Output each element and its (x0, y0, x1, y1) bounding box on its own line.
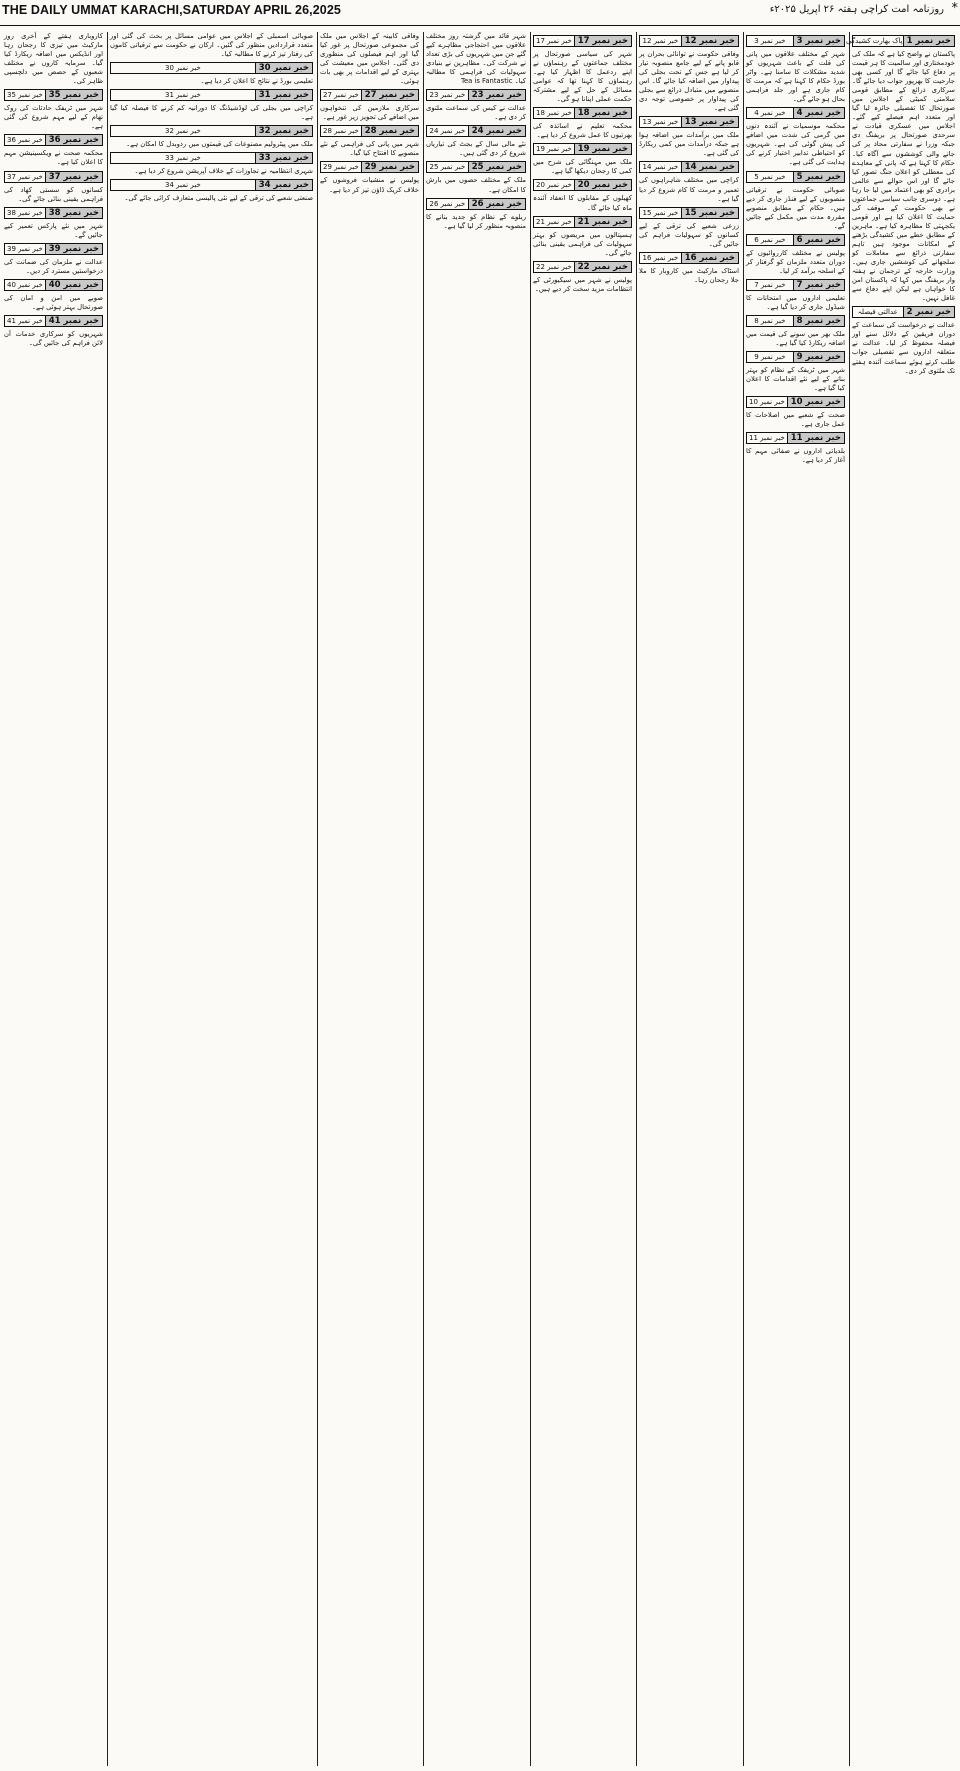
news-item-number: خبر نمبر 28 (361, 126, 418, 136)
news-item-number: خبر نمبر 15 (681, 208, 738, 218)
news-item-title: خبر نمبر 31 (165, 91, 201, 100)
news-item-number: خبر نمبر 25 (468, 162, 525, 172)
news-item-number: خبر نمبر 18 (574, 108, 631, 118)
news-column-body (320, 32, 419, 195)
news-item-number: خبر نمبر 38 (45, 208, 102, 218)
news-item-title: عدالتی فیصلہ (857, 308, 898, 317)
news-item-header (639, 35, 739, 47)
news-paragraph: تعلیمی اداروں میں امتحانات کا شیڈول جاری کر دیا گیا ہے۔ (746, 293, 845, 311)
news-item-number: خبر نمبر 31 (255, 90, 312, 100)
news-item-header (846, 35, 955, 47)
news-column (530, 32, 634, 1766)
news-item-title: خبر نمبر 29 (323, 163, 359, 172)
news-item-title: خبر نمبر 35 (7, 91, 43, 100)
news-item-number: خبر نمبر 24 (468, 126, 525, 136)
news-item-header (533, 179, 632, 191)
news-column-body (846, 35, 955, 376)
news-paragraph: نئے مالی سال کے بجٹ کی تیاریاں شروع کر دی گئی ہیں۔ (426, 140, 526, 158)
news-item-title: خبر نمبر 15 (642, 208, 679, 217)
news-item-header (4, 243, 103, 255)
news-item-header (110, 62, 313, 74)
news-item-title: خبر نمبر 37 (7, 172, 43, 181)
news-paragraph: زرعی شعبے کی ترقی کے لیے کسانوں کو سہولیات فراہم کی جائیں گی۔ (639, 221, 739, 248)
news-item-number: خبر نمبر 19 (574, 144, 631, 154)
news-item-title: خبر نمبر 28 (323, 127, 359, 136)
news-paragraph: شہر میں ٹریفک حادثات کی روک تھام کے لیے مہم شروع کی گئی ہے۔ (4, 104, 103, 131)
news-item-number: خبر نمبر 13 (681, 117, 738, 127)
news-item-number: خبر نمبر 4 (793, 108, 844, 118)
news-item-header (426, 125, 526, 137)
news-item-header (746, 432, 845, 444)
news-item-number: خبر نمبر 8 (793, 316, 844, 326)
news-paragraph: وفاقی حکومت نے توانائی بحران پر قابو پانے کے لیے جامع منصوبہ تیار کر لیا ہے جس کے تحت بجلی کی پیداوار میں اضافہ کیا جائے گا۔ اس منصوبے میں متبادل ذرائع سے بجلی کی پیداوار پر خصوصی توجہ دی گئی ہے۔ (639, 50, 739, 113)
news-column-body (639, 35, 739, 285)
news-paragraph: شہر کی سیاسی صورتحال پر مختلف جماعتوں کے رہنماؤں نے اپنے ردعمل کا اظہار کیا ہے۔ رہنماؤں کا کہنا تھا کہ عوامی مسائل کے حل کے لیے مشترکہ حکمت عملی اپنانا ہو گی۔ (533, 50, 632, 104)
news-paragraph: ملک کے مختلف حصوں میں بارش کا امکان ہے۔ (426, 176, 526, 194)
news-paragraph: صوبے میں امن و امان کی صورتحال بہتر ہوئی ہے۔ (4, 293, 103, 311)
news-item-number: خبر نمبر 34 (255, 180, 312, 190)
news-paragraph: کسانوں کو سستی کھاد کی فراہمی یقینی بنائی جائے گی۔ (4, 185, 103, 203)
news-item-title: خبر نمبر 5 (754, 172, 786, 181)
news-column-body (533, 35, 632, 294)
news-item-header (4, 315, 103, 327)
news-paragraph: صنعتی شعبے کی ترقی کے لیے نئی پالیسی متعارف کرائی جائے گی۔ (124, 194, 313, 203)
news-paragraph: کراچی میں مختلف شاہراہوں کی تعمیر و مرمت کا کام شروع کر دیا گیا ہے۔ (639, 176, 739, 203)
news-column (423, 32, 528, 1766)
news-item-number: خبر نمبر 6 (793, 235, 844, 245)
news-paragraph: تعلیمی بورڈ نے نتائج کا اعلان کر دیا ہے۔ (200, 77, 313, 86)
news-item-header (746, 315, 845, 327)
news-item-number: خبر نمبر 5 (793, 172, 844, 182)
news-item-number: خبر نمبر 3 (793, 36, 844, 46)
news-item-header (639, 252, 739, 264)
news-item-number: خبر نمبر 17 (574, 36, 631, 46)
news-item-title: خبر نمبر 9 (754, 353, 786, 362)
news-paragraph: کراچی میں بجلی کی لوڈشیڈنگ کا دورانیہ کم کرنے کا فیصلہ کیا گیا ہے۔ (110, 104, 313, 122)
news-item-number: خبر نمبر 27 (361, 90, 418, 100)
news-column (636, 32, 741, 1766)
news-paragraph: ریلوے کے نظام کو جدید بنانے کا منصوبہ منظور کر لیا گیا ہے۔ (426, 212, 526, 230)
news-item-number: خبر نمبر 40 (45, 280, 102, 290)
news-item-header (746, 279, 845, 291)
news-item-header (746, 396, 845, 408)
news-paragraph: شہریوں کو سرکاری خدمات آن لائن فراہم کی جائیں گی۔ (4, 329, 103, 347)
news-paragraph: صوبائی اسمبلی کے اجلاس میں عوامی مسائل پر بحث کی گئی اور متعدد قراردادیں منظور کی گئیں۔ ارکان نے حکومت سے ترقیاتی کاموں کی رفتار تیز کرنے کا مطالبہ کیا۔ (110, 32, 313, 59)
news-item-header (639, 116, 739, 128)
news-item-number: خبر نمبر 9 (793, 352, 844, 362)
news-item-number: خبر نمبر 39 (45, 244, 102, 254)
news-item-number: خبر نمبر 32 (255, 126, 312, 136)
news-paragraph: شہر میں ٹریفک کے نظام کو بہتر بنانے کے لیے نئے اقدامات کا اعلان کیا گیا ہے۔ (746, 366, 845, 393)
news-paragraph: محکمہ صحت نے ویکسینیشن مہم کا اعلان کیا ہے۔ (4, 149, 103, 167)
news-item-number: خبر نمبر 29 (361, 162, 418, 172)
news-item-title: خبر نمبر 12 (642, 37, 679, 45)
news-paragraph: صحت کے شعبے میں اصلاحات کا عمل جاری ہے۔ (746, 411, 845, 429)
news-item-header (110, 89, 313, 101)
news-paragraph: ملک میں برآمدات میں اضافہ ہوا ہے جبکہ درآمدات میں کمی ریکارڈ کی گئی ہے۔ (639, 131, 739, 158)
news-item-header (746, 234, 845, 246)
news-paragraph: شہر میں نئے پارکس تعمیر کیے جائیں گے۔ (4, 221, 103, 239)
news-item-number: خبر نمبر 10 (787, 397, 844, 407)
news-item-header (852, 306, 955, 318)
news-column (317, 32, 421, 1766)
news-column-body (4, 32, 103, 348)
news-item-header (4, 207, 103, 219)
news-item-number: خبر نمبر 41 (45, 316, 102, 326)
news-paragraph: پاکستان نے واضح کیا ہے کہ ملک کی خودمختاری اور سالمیت کا ہر قیمت پر دفاع کیا جائے گا اور کسی بھی جارحیت کا بھرپور جواب دیا جائے گا۔ سرکاری ذرائع کے مطابق قومی سلامتی کمیٹی کے اجلاس میں صورتحال کا تفصیلی جائزہ لیا گیا اور متعدد اہم فیصلے کیے گئے۔ اجلاس میں عسکری قیادت نے سرحدی صورتحال پر بریفنگ دی جبکہ وزرا نے سفارتی محاذ پر کی جانے والی کوششوں سے آگاہ کیا۔ حکام کا کہنا ہے کہ پانی کے معاہدے کی معطلی کو اعلان جنگ تصور کیا جائے گا اور اس حوالے سے عالمی برادری کو بھی اعتماد میں لیا جا رہا ہے۔ دوسری جانب سیاسی جماعتوں نے بھی حکومت کے موقف کی حمایت کا اعلان کیا ہے اور قومی یکجہتی کا مظاہرہ کیا ہے۔ ماہرین کے مطابق خطے میں کشیدگی بڑھنے کے امکانات موجود ہیں تاہم سفارتی ذرائع سے معاملات کو سلجھانے کی کوششیں جاری ہیں۔ وزارت خارجہ کے ترجمان نے ہفتہ وار بریفنگ میں کہا کہ پاکستان امن کا خواہاں ہے لیکن اپنے دفاع سے غافل نہیں۔ (852, 50, 955, 303)
news-item-header (746, 171, 845, 183)
news-item-header (533, 143, 632, 155)
news-paragraph: عدالت نے درخواست کی سماعت کے دوران فریقین کے دلائل سنے اور فیصلہ محفوظ کر لیا۔ عدالت نے متعلقہ اداروں سے تفصیلی جواب طلب کرتے ہوئے سماعت آئندہ ہفتے تک ملتوی کر دی۔ (852, 321, 955, 375)
news-item-title: خبر نمبر 19 (536, 145, 572, 154)
news-item-header (639, 207, 739, 219)
news-item-title: خبر نمبر 27 (323, 91, 359, 100)
news-paragraph: پولیس نے شہر میں سیکیورٹی کے انتظامات مزید سخت کر دیے ہیں۔ (533, 275, 632, 293)
news-paragraph: عدالت نے کیس کی سماعت ملتوی کر دی ہے۔ (426, 104, 526, 122)
news-item-title: خبر نمبر 13 (642, 118, 679, 127)
news-item-number: خبر نمبر 7 (793, 280, 844, 290)
news-item-title: خبر نمبر 16 (642, 253, 679, 262)
news-item-title: خبر نمبر 21 (536, 217, 572, 226)
news-item-header (639, 161, 739, 173)
news-item-header (746, 35, 845, 47)
news-item-number: خبر نمبر 16 (681, 253, 738, 263)
news-item-header (320, 125, 419, 137)
news-item-title: پاک بھارت کشیدگی (846, 37, 903, 45)
news-paragraph: پولیس نے منشیات فروشوں کے خلاف کریک ڈاؤن تیز کر دیا ہے۔ (320, 176, 419, 194)
news-item-title: خبر نمبر 6 (754, 235, 786, 244)
news-item-header (746, 351, 845, 363)
news-column (2, 32, 105, 1766)
news-item-title: خبر نمبر 36 (7, 136, 43, 145)
news-item-header (426, 198, 526, 210)
news-item-number: خبر نمبر 35 (45, 90, 102, 100)
news-item-number: خبر نمبر 37 (45, 172, 102, 182)
news-paragraph: کھیلوں کے مقابلوں کا انعقاد آئندہ ماہ کیا جائے گا۔ (533, 194, 632, 212)
news-item-title: خبر نمبر 20 (536, 181, 572, 190)
news-paragraph: پولیس نے مختلف کارروائیوں کے دوران متعدد ملزمان کو گرفتار کر کے اسلحہ برآمد کر لیا۔ (746, 248, 845, 275)
news-paragraph: کاروباری ہفتے کے آخری روز مارکیٹ میں تیزی کا رجحان رہا اور انڈیکس میں اضافہ ریکارڈ کیا گیا۔ سرمایہ کاروں نے مختلف شعبوں کے حصص میں دلچسپی ظاہر کی۔ (4, 32, 103, 86)
news-column (743, 32, 847, 1766)
news-paragraph: سرکاری ملازمین کی تنخواہوں میں اضافے کی تجویز زیر غور ہے۔ (320, 104, 419, 122)
news-paragraph: شہر میں پانی کی فراہمی کے نئے منصوبے کا افتتاح کیا گیا۔ (320, 140, 419, 158)
news-paragraph: شہر کے مختلف علاقوں میں پانی کی قلت کے باعث شہریوں کو شدید مشکلات کا سامنا ہے۔ واٹر بورڈ حکام کا کہنا ہے کہ مرمت کا کام جاری ہے اور جلد فراہمی بحال ہو جائے گی۔ (746, 50, 845, 104)
star-icon: * (951, 1, 958, 16)
news-item-header (320, 161, 419, 173)
news-item-number: خبر نمبر 36 (45, 135, 102, 145)
news-item-number: خبر نمبر 22 (574, 262, 631, 272)
news-item-title: خبر نمبر 40 (7, 280, 43, 289)
news-item-number: خبر نمبر 30 (255, 63, 312, 73)
news-item-number: خبر نمبر 2 (903, 307, 954, 317)
news-item-title: خبر نمبر 17 (536, 37, 572, 45)
news-item-number: خبر نمبر 20 (574, 180, 631, 190)
news-item-header (533, 35, 632, 47)
news-item-number: خبر نمبر 33 (255, 153, 312, 163)
news-item-header (746, 107, 845, 119)
masthead-english-title: THE DAILY UMMAT KARACHI,SATURDAY APRIL 26,2025 (2, 3, 341, 17)
news-item-title: خبر نمبر 23 (429, 91, 466, 100)
news-paragraph: بلدیاتی اداروں نے صفائی مہم کا آغاز کر دیا ہے۔ (746, 447, 845, 465)
news-item-title: خبر نمبر 3 (754, 37, 786, 45)
news-item-title: خبر نمبر 22 (536, 262, 572, 271)
news-item-header (533, 261, 632, 273)
news-paragraph: ہسپتالوں میں مریضوں کو بہتر سہولیات کی فراہمی یقینی بنائی جائے گی۔ (533, 230, 632, 257)
news-item-title: خبر نمبر 25 (429, 163, 466, 172)
news-item-title: خبر نمبر 26 (429, 199, 466, 208)
news-item-title: خبر نمبر 32 (165, 127, 201, 136)
news-paragraph: ملک میں پیٹرولیم مصنوعات کی قیمتوں میں ردوبدل کا امکان ہے۔ (126, 140, 313, 149)
news-item-title: خبر نمبر 41 (7, 316, 43, 325)
news-item-title: خبر نمبر 10 (749, 398, 785, 407)
news-column-body (110, 32, 313, 203)
masthead (0, 0, 960, 26)
news-item-header (4, 279, 103, 291)
masthead-urdu-title: روزنامہ امت کراچی ہفتہ ۲۶ اپریل ۲۰۲۵ء (769, 4, 944, 15)
news-item-title: خبر نمبر 33 (165, 154, 201, 163)
news-column (107, 32, 315, 1766)
news-item-header (110, 179, 313, 191)
news-item-header (533, 107, 632, 119)
news-item-number: خبر نمبر 21 (574, 217, 631, 227)
news-paragraph: شہری انتظامیہ نے تجاوزات کے خلاف آپریشن شروع کر دیا ہے۔ (134, 167, 313, 176)
news-column (846, 32, 957, 1766)
news-item-title: خبر نمبر 4 (754, 109, 786, 118)
news-item-header (533, 216, 632, 228)
news-item-number: خبر نمبر 11 (787, 433, 844, 443)
news-paragraph: ملک بھر میں سونے کی قیمت میں اضافہ ریکارڈ کیا گیا ہے۔ (746, 329, 845, 348)
news-item-title: خبر نمبر 38 (7, 208, 43, 217)
news-item-number: خبر نمبر 12 (681, 36, 738, 46)
news-paragraph: شہر قائد میں گزشتہ روز مختلف علاقوں میں احتجاجی مظاہرے کیے گئے جن میں شہریوں کی بڑی تعداد نے شرکت کی۔ مظاہرین نے بنیادی سہولیات کی فراہمی کا مطالبہ کیا۔ Tea is Fantastic (426, 32, 526, 86)
news-item-number: خبر نمبر 23 (468, 90, 525, 100)
news-item-number: خبر نمبر 14 (681, 162, 738, 172)
news-item-title: خبر نمبر 39 (7, 244, 43, 253)
news-item-title: خبر نمبر 34 (165, 181, 201, 190)
news-item-number: خبر نمبر 26 (468, 199, 525, 209)
news-column-body (426, 32, 526, 231)
news-item-title: خبر نمبر 18 (536, 109, 572, 118)
news-item-header (4, 171, 103, 183)
news-item-number: خبر نمبر 1 (903, 36, 954, 46)
news-paragraph: وفاقی کابینہ کے اجلاس میں ملک کی مجموعی صورتحال پر غور کیا گیا اور اہم فیصلوں کی منظوری دی گئی۔ اجلاس میں معیشت کی بہتری کے لیے اقدامات پر بھی بات ہوئی۔ (320, 32, 419, 86)
news-paragraph: اسٹاک مارکیٹ میں کاروبار کا ملا جلا رجحان رہا۔ (639, 266, 739, 284)
news-paragraph: عدالت نے ملزمان کی ضمانت کی درخواستیں مسترد کر دیں۔ (4, 257, 103, 275)
news-item-header (110, 125, 313, 137)
news-item-title: خبر نمبر 8 (754, 316, 786, 325)
news-item-header (110, 152, 313, 164)
news-item-header (426, 161, 526, 173)
news-item-title: خبر نمبر 7 (754, 280, 786, 289)
news-paragraph: صوبائی حکومت نے ترقیاتی منصوبوں کے لیے فنڈز جاری کر دیے ہیں۔ حکام کے مطابق منصوبے مقررہ مدت میں مکمل کیے جائیں گے۔ (746, 185, 845, 230)
news-item-title: خبر نمبر 11 (749, 434, 785, 443)
news-paragraph: ملک میں مہنگائی کی شرح میں کمی کا رجحان دیکھا گیا ہے۔ (533, 158, 632, 176)
news-item-header (4, 89, 103, 101)
news-item-header (426, 89, 526, 101)
news-paragraph: محکمہ موسمیات نے آئندہ دنوں میں گرمی کی شدت میں اضافے کی پیش گوئی کی ہے۔ شہریوں کو احتیاطی تدابیر اختیار کرنے کی ہدایت کی گئی ہے۔ (746, 122, 845, 167)
news-item-title: خبر نمبر 30 (165, 64, 201, 73)
news-item-title: خبر نمبر 24 (429, 127, 466, 136)
news-item-header (320, 89, 419, 101)
news-paragraph: محکمہ تعلیم نے اساتذہ کی بھرتیوں کا عمل شروع کر دیا ہے۔ (533, 122, 632, 140)
news-item-header (4, 134, 103, 146)
news-column-body (746, 35, 845, 465)
news-item-title: خبر نمبر 14 (642, 163, 679, 172)
